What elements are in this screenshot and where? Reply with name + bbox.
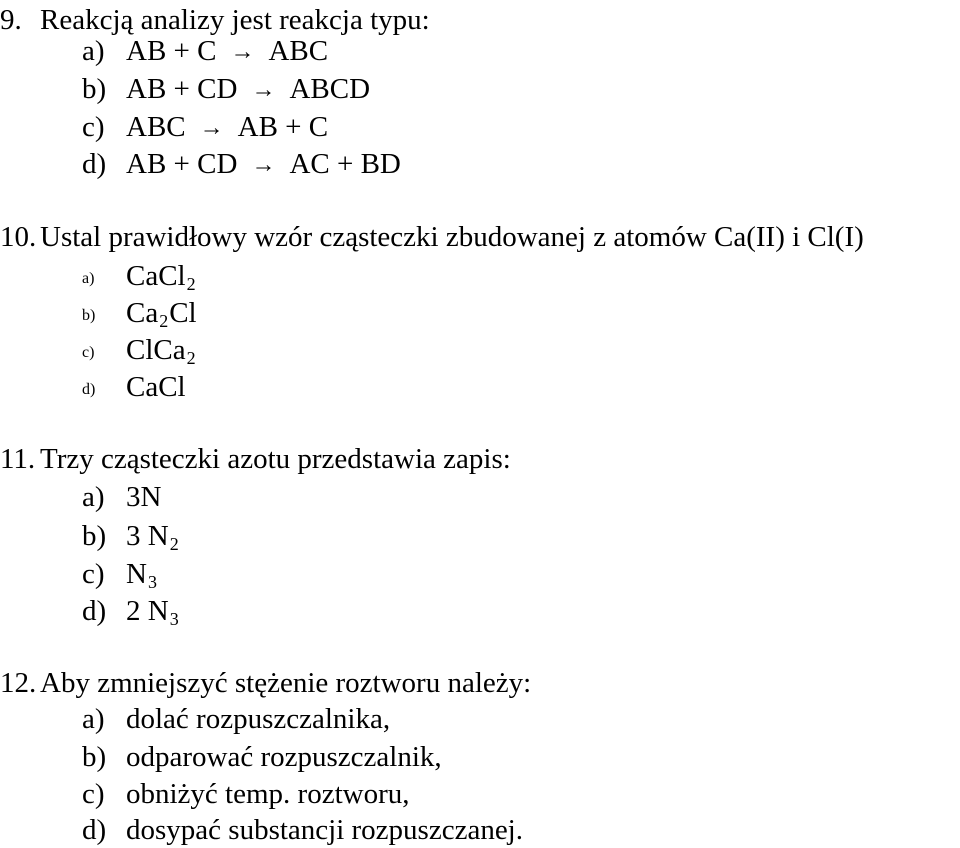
answer-option-10a[interactable] xyxy=(82,258,197,297)
equation-right: ABC xyxy=(268,35,329,67)
formula-text: 3 N xyxy=(126,520,169,552)
formula-subscript: 3 xyxy=(147,572,157,592)
answer-option-12a[interactable] xyxy=(82,701,390,737)
formula-text: 2 N xyxy=(126,595,169,627)
answer-option-11b[interactable] xyxy=(82,518,180,554)
question-12 xyxy=(0,665,531,701)
option-label: a) xyxy=(82,35,105,67)
option-label: b) xyxy=(82,520,107,552)
equation-right: AB + C xyxy=(237,111,329,143)
equation-left: AB + CD xyxy=(126,73,238,105)
answer-option-12c[interactable] xyxy=(82,776,409,812)
answer-option-11c[interactable] xyxy=(82,556,158,592)
answer-option-11a[interactable] xyxy=(82,479,163,515)
answer-option-9a[interactable] xyxy=(82,33,328,70)
question-text: Reakcją analizy jest reakcja typu: xyxy=(40,4,430,36)
formula-subscript: 2 xyxy=(186,274,196,294)
answer-option-10d[interactable] xyxy=(82,369,188,408)
option-text: dosypać substancji rozpuszczanej. xyxy=(126,814,523,846)
option-label: c) xyxy=(82,778,105,810)
question-number: 12. xyxy=(0,667,37,699)
option-text: obniżyć temp. roztworu, xyxy=(126,778,410,810)
arrow-icon: → xyxy=(251,152,276,178)
equation-right: ABCD xyxy=(289,73,371,105)
option-label: b) xyxy=(82,307,96,324)
formula-text: Cl xyxy=(169,297,197,329)
arrow-icon: → xyxy=(199,115,224,141)
option-label: d) xyxy=(82,148,107,180)
answer-option-12d[interactable] xyxy=(82,812,523,848)
arrow-icon: → xyxy=(230,39,255,65)
question-number: 10. xyxy=(0,221,37,253)
question-text: Trzy cząsteczki azotu przedstawia zapis: xyxy=(40,443,511,475)
question-text: Ustal prawidłowy wzór cząsteczki zbudowanej z atomów Ca(II) i Cl(I) xyxy=(40,221,864,253)
answer-option-9d[interactable] xyxy=(82,146,401,183)
option-label: d) xyxy=(82,381,96,398)
option-label: d) xyxy=(82,814,107,846)
answer-option-9b[interactable] xyxy=(82,71,370,108)
formula-text: ClCa xyxy=(126,334,186,366)
question-11 xyxy=(0,441,511,477)
formula-text: Ca xyxy=(126,297,159,329)
option-text: odparować rozpuszczalnik, xyxy=(126,741,442,773)
equation-left: AB + C xyxy=(126,35,217,67)
equation-left: ABC xyxy=(126,111,186,143)
answer-option-10b[interactable] xyxy=(82,295,197,334)
question-10 xyxy=(0,219,864,255)
option-text: dolać rozpuszczalnika, xyxy=(126,703,391,735)
formula-subscript: 2 xyxy=(169,534,179,554)
option-label: a) xyxy=(82,703,105,735)
option-label: c) xyxy=(82,558,105,590)
question-text: Aby zmniejszyć stężenie roztworu należy: xyxy=(40,667,532,699)
option-label: c) xyxy=(82,111,105,143)
answer-option-12b[interactable] xyxy=(82,739,442,775)
equation-right: AC + BD xyxy=(289,148,401,180)
option-label: b) xyxy=(82,741,107,773)
answer-option-9c[interactable] xyxy=(82,109,328,146)
question-number: 11. xyxy=(0,443,36,475)
question-number: 9. xyxy=(0,4,22,36)
formula-subscript: 2 xyxy=(159,311,169,331)
formula-text: CaCl xyxy=(126,371,186,403)
formula-text: 3N xyxy=(126,481,162,513)
option-label: a) xyxy=(82,270,95,287)
option-label: a) xyxy=(82,481,105,513)
formula-subscript: 3 xyxy=(169,609,179,629)
formula-subscript: 2 xyxy=(186,348,196,368)
equation-left: AB + CD xyxy=(126,148,238,180)
option-label: c) xyxy=(82,344,95,361)
formula-text: N xyxy=(126,558,147,590)
option-label: d) xyxy=(82,595,107,627)
formula-text: CaCl xyxy=(126,260,186,292)
answer-option-11d[interactable] xyxy=(82,593,180,629)
answer-option-10c[interactable] xyxy=(82,332,197,371)
arrow-icon: → xyxy=(251,77,276,103)
option-label: b) xyxy=(82,73,107,105)
